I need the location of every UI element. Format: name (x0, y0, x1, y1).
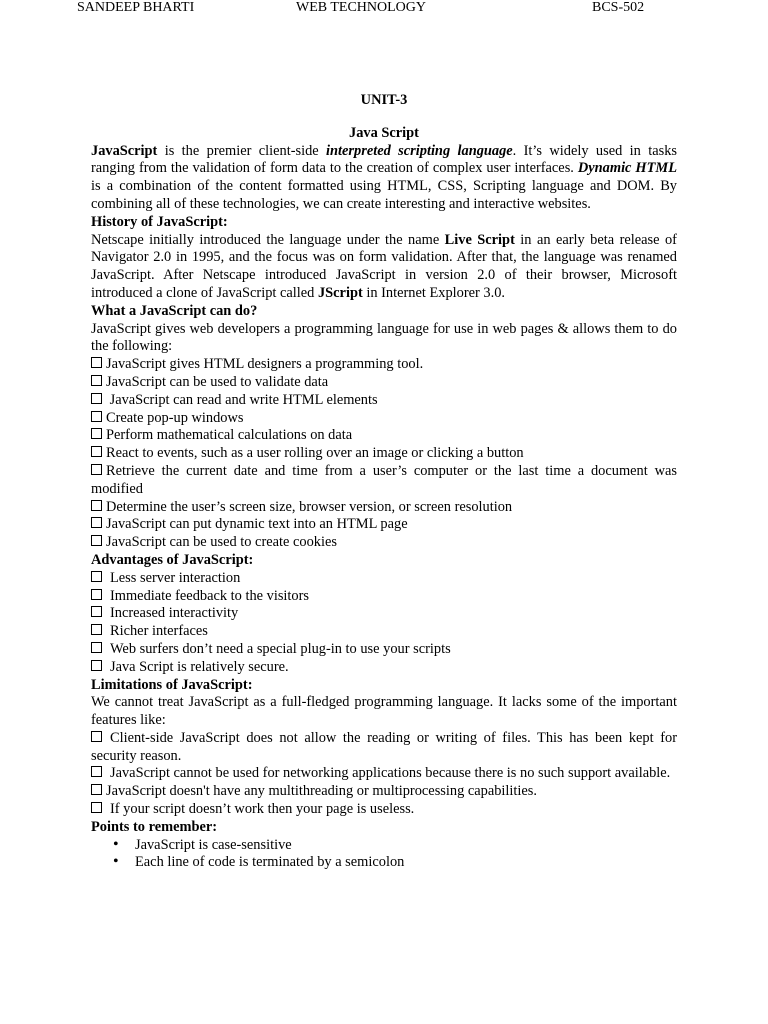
point-item: • JavaScript is case-sensitive (91, 837, 677, 855)
checkbox-icon (91, 464, 102, 475)
advantage-item: Web surfers don’t need a special plug-in to use your scripts (91, 641, 677, 659)
limitation-item: JavaScript doesn't have any multithreading or multiprocessing capabilities. (91, 783, 677, 801)
checkbox-icon (91, 589, 102, 600)
point-item: • Each line of code is terminated by a semicolon (91, 854, 677, 872)
header-author: SANDEEP BHARTI (77, 0, 195, 15)
checkbox-icon (91, 393, 102, 404)
cando-item: JavaScript can be used to validate data (91, 374, 677, 392)
document-body (91, 92, 677, 872)
limitation-item: If your script doesn’t work then your page is useless. (91, 801, 677, 819)
limitations-list (91, 730, 677, 819)
limitation-item: Client-side JavaScript does not allow the reading or writing of files. This has been kept for security reason. (91, 729, 677, 764)
checkbox-icon (91, 375, 102, 386)
checkbox-icon (91, 500, 102, 511)
cando-item: JavaScript gives HTML designers a programming tool. (91, 356, 677, 374)
checkbox-icon (91, 535, 102, 546)
checkbox-icon (91, 428, 102, 439)
cando-item: Determine the user’s screen size, browser version, or screen resolution (91, 499, 677, 517)
advantage-item: Java Script is relatively secure. (91, 659, 677, 677)
cando-item: JavaScript can put dynamic text into an HTML page (91, 516, 677, 534)
checkbox-icon (91, 357, 102, 368)
checkbox-icon (91, 517, 102, 528)
checkbox-icon (91, 571, 102, 582)
advantages-list (91, 570, 677, 677)
points-list (91, 837, 677, 873)
cando-item: Retrieve the current date and time from a user’s computer or the last time a document was modified (91, 462, 677, 497)
cando-item: JavaScript can be used to create cookies (91, 534, 677, 552)
limitation-item: JavaScript cannot be used for networking applications because there is no such support available. (91, 765, 677, 783)
checkbox-icon (91, 411, 102, 422)
cando-heading: What a JavaScript can do? (91, 302, 258, 319)
unit-title: UNIT-3 (360, 92, 408, 108)
checkbox-icon (91, 660, 102, 671)
cando-item: React to events, such as a user rolling over an image or clicking a button (91, 445, 677, 463)
limitations-heading: Limitations of JavaScript: (91, 676, 253, 693)
header-subject: WEB TECHNOLOGY (296, 0, 427, 15)
limitations-intro: We cannot treat JavaScript as a full-fledged programming language. It lacks some of the important features like: (91, 694, 677, 729)
cando-item: Perform mathematical calculations on data (91, 427, 677, 445)
checkbox-icon (91, 446, 102, 457)
cando-list (91, 356, 677, 552)
advantage-item: Immediate feedback to the visitors (91, 588, 677, 606)
history-heading: History of JavaScript: (91, 213, 228, 230)
checkbox-icon (91, 784, 102, 795)
history-paragraph: Netscape initially introduced the language under the name Live Script in an early beta release of Navigator 2.0 in 1995, and the focus was on form validation. After that, the language was renamed JavaScript. After Netscape introduced JavaScript in version 2.0 of their browser, Microsoft introduced a clone of JavaScript called JScript in Internet Explorer 3.0. (91, 231, 677, 301)
points-heading: Points to remember: (91, 818, 218, 835)
header-course-code: BCS-502 (592, 0, 645, 15)
checkbox-icon (91, 606, 102, 617)
advantage-item: Increased interactivity (91, 605, 677, 623)
checkbox-icon (91, 802, 102, 813)
advantage-item: Less server interaction (91, 570, 677, 588)
section-title: Java Script (349, 124, 419, 141)
cando-item: JavaScript can read and write HTML elements (91, 392, 677, 410)
cando-item: Create pop-up windows (91, 410, 677, 428)
checkbox-icon (91, 766, 102, 777)
advantage-item: Richer interfaces (91, 623, 677, 641)
cando-intro: JavaScript gives web developers a programming language for use in web pages & allows them to do the following: (91, 320, 677, 355)
intro-paragraph: JavaScript is the premier client-side interpreted scripting language. It’s widely used in tasks ranging from the validation of form data to the creation of complex user interfaces. Dynamic HTML is a combination of the content formatted using HTML, CSS, Scripting language and DOM. By combining all of these technologies, we can create interesting and interactive websites. (91, 142, 677, 212)
advantages-heading: Advantages of JavaScript: (91, 551, 254, 568)
checkbox-icon (91, 731, 102, 742)
checkbox-icon (91, 624, 102, 635)
checkbox-icon (91, 642, 102, 653)
